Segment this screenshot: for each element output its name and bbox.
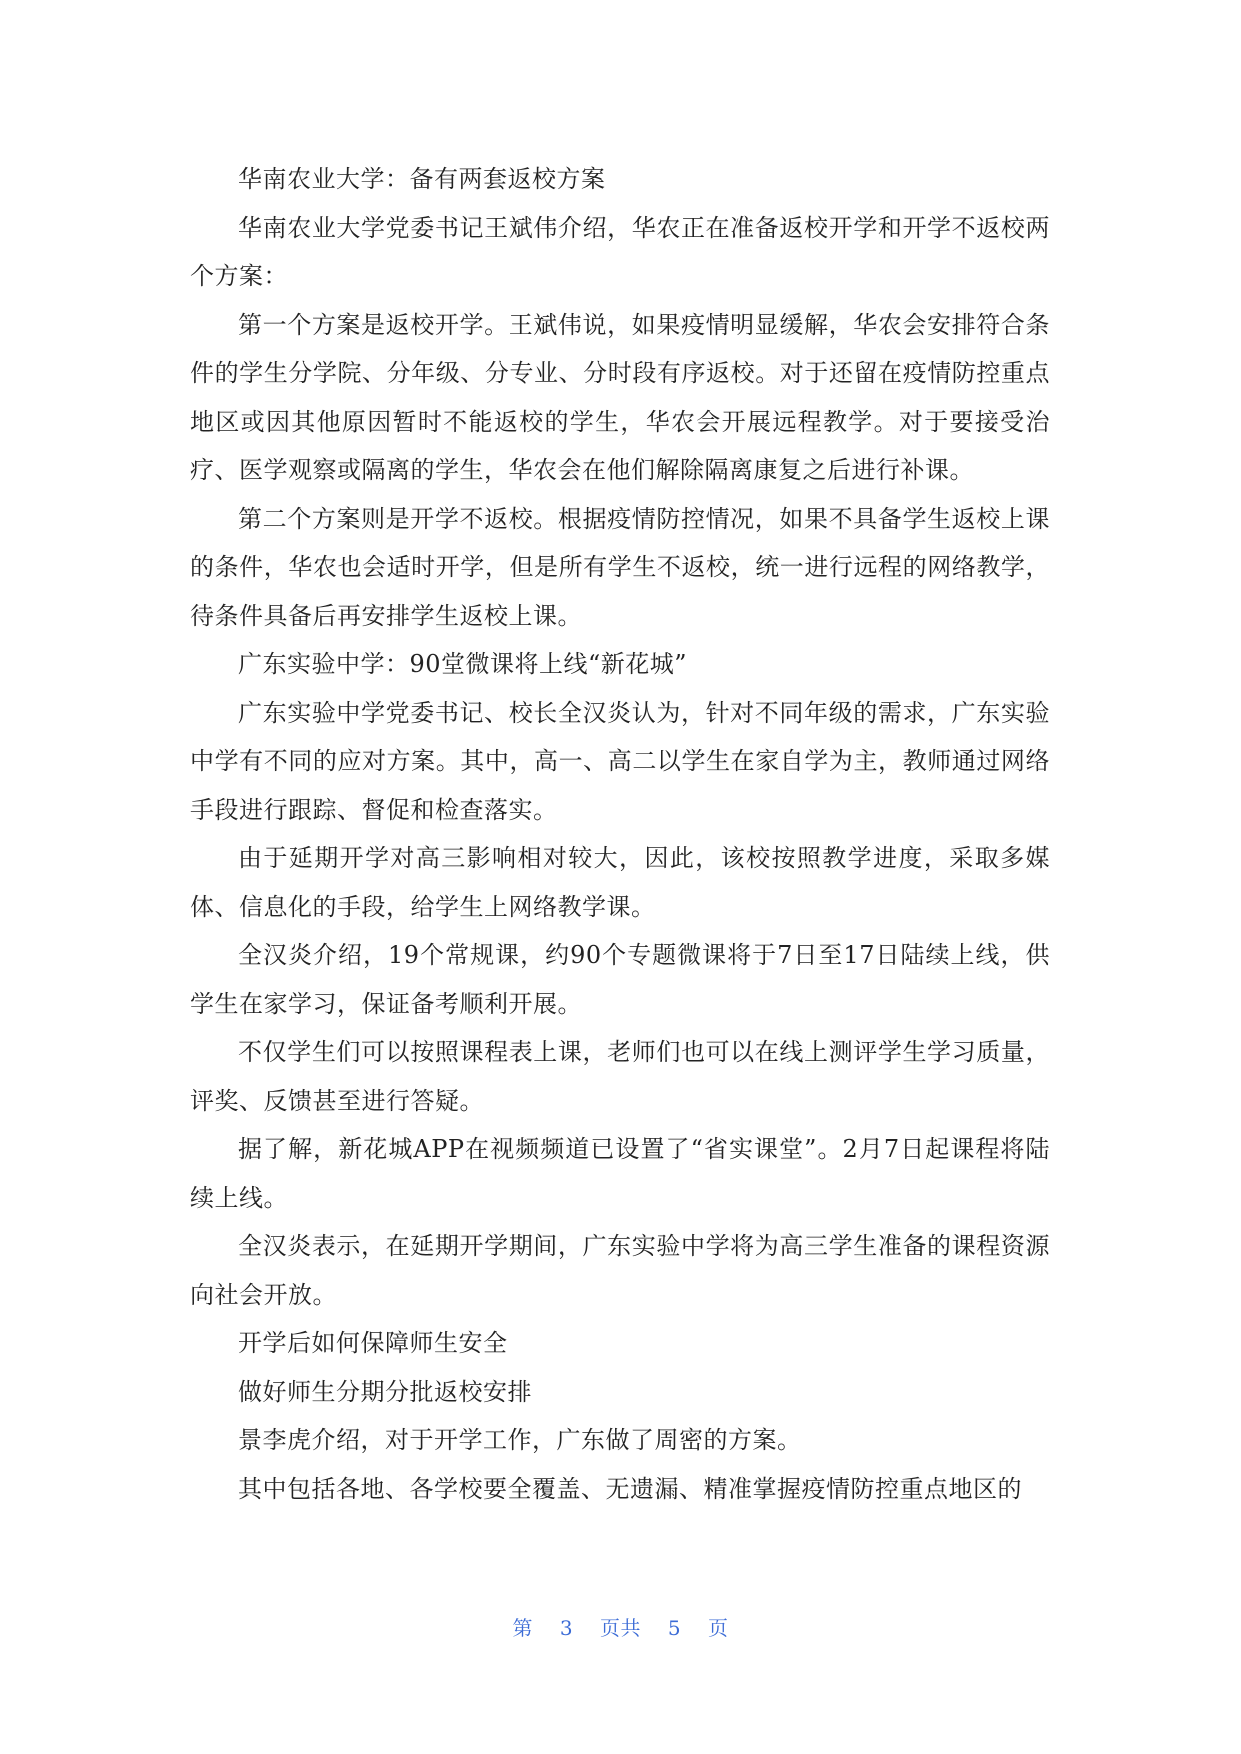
section-subheading-arrangement: 做好师生分期分批返校安排 bbox=[238, 1377, 532, 1406]
paragraph: 由于延期开学对高三影响相对较大，因此，该校按照教学进度，采取多媒体、信息化的手段，给学生上网络教学课。 bbox=[190, 844, 1050, 921]
paragraph: 全汉炎表示，在延期开学期间，广东实验中学将为高三学生准备的课程资源向社会开放。 bbox=[190, 1232, 1050, 1309]
footer-total-pages: 5 bbox=[667, 1616, 682, 1640]
section-heading-gdsy: 广东实验中学：90堂微课将上线“新花城” bbox=[238, 650, 688, 678]
footer-prefix: 第 bbox=[512, 1616, 534, 1640]
section-heading-safety: 开学后如何保障师生安全 bbox=[238, 1329, 508, 1357]
paragraph: 广东实验中学党委书记、校长全汉炎认为，针对不同年级的需求，广东实验中学有不同的应对方案。其中，高一、高二以学生在家自学为主，教师通过网络手段进行跟踪、督促和检查落实。 bbox=[190, 698, 1050, 824]
footer-current-page: 3 bbox=[559, 1616, 574, 1640]
section-heading-scau: 华南农业大学：备有两套返校方案 bbox=[238, 165, 606, 193]
paragraph: 其中包括各地、各学校要全覆盖、无遗漏、精准掌握疫情防控重点地区的 bbox=[238, 1474, 1022, 1503]
paragraph: 据了解，新花城APP在视频频道已设置了“省实课堂”。2月7日起课程将陆续上线。 bbox=[190, 1135, 1050, 1212]
paragraph: 第一个方案是返校开学。王斌伟说，如果疫情明显缓解，华农会安排符合条件的学生分学院、分年级、分专业、分时段有序返校。对于还留在疫情防控重点地区或因其他原因暂时不能返校的学生，华农会开展远程教学。对于要接受治疗、医学观察或隔离的学生，华农会在他们解除隔离康复之后进行补课。 bbox=[190, 310, 1050, 484]
paragraph: 景李虎介绍，对于开学工作，广东做了周密的方案。 bbox=[238, 1426, 802, 1454]
document-body bbox=[190, 155, 1050, 1513]
paragraph: 华南农业大学党委书记王斌伟介绍，华农正在准备返校开学和开学不返校两个方案： bbox=[190, 213, 1050, 290]
paragraph: 全汉炎介绍，19个常规课，约90个专题微课将于7日至17日陆续上线，供学生在家学习，保证备考顺利开展。 bbox=[190, 941, 1050, 1018]
paragraph: 第二个方案则是开学不返校。根据疫情防控情况，如果不具备学生返校上课的条件，华农也会适时开学，但是所有学生不返校，统一进行远程的网络教学，待条件具备后再安排学生返校上课。 bbox=[190, 504, 1050, 630]
footer-middle: 页共 bbox=[600, 1616, 641, 1640]
paragraph: 不仅学生们可以按照课程表上课，老师们也可以在线上测评学生学习质量，评奖、反馈甚至进行答疑。 bbox=[190, 1038, 1050, 1115]
footer-suffix: 页 bbox=[707, 1616, 729, 1640]
page-footer bbox=[0, 1612, 1241, 1641]
